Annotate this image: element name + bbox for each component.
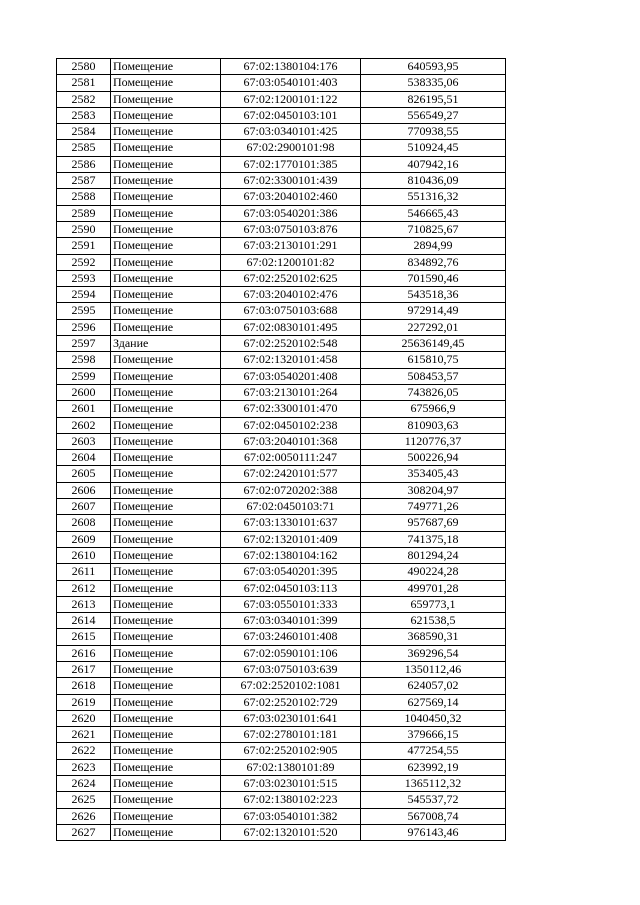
cadastral-value-cell: 369296,54 — [361, 645, 506, 661]
cadastral-value-cell: 701590,46 — [361, 270, 506, 286]
cadastral-value-cell: 500226,94 — [361, 450, 506, 466]
table-row — [57, 107, 506, 123]
cadastral-number-cell: 67:02:1200101:82 — [221, 254, 361, 270]
cadastral-number-cell: 67:03:0340101:425 — [221, 124, 361, 140]
row-number-cell: 2587 — [57, 173, 111, 189]
table-row — [57, 173, 506, 189]
table-row — [57, 140, 506, 156]
cadastral-value-cell: 615810,75 — [361, 352, 506, 368]
table-row — [57, 596, 506, 612]
table-row — [57, 303, 506, 319]
cadastral-value-cell: 2894,99 — [361, 238, 506, 254]
cadastral-number-cell: 67:03:1330101:637 — [221, 515, 361, 531]
object-type-cell: Помещение — [111, 75, 221, 91]
row-number-cell: 2583 — [57, 107, 111, 123]
cadastral-value-cell: 810436,09 — [361, 173, 506, 189]
table-row — [57, 661, 506, 677]
row-number-cell: 2582 — [57, 91, 111, 107]
cadastral-number-cell: 67:02:1320101:520 — [221, 824, 361, 840]
cadastral-value-cell: 1120776,37 — [361, 433, 506, 449]
cadastral-value-cell: 801294,24 — [361, 547, 506, 563]
table-row — [57, 319, 506, 335]
table-row — [57, 75, 506, 91]
cadastral-value-cell: 543518,36 — [361, 287, 506, 303]
object-type-cell: Помещение — [111, 319, 221, 335]
cadastral-number-cell: 67:02:2420101:577 — [221, 466, 361, 482]
object-type-cell: Помещение — [111, 221, 221, 237]
table-row — [57, 336, 506, 352]
cadastral-value-cell: 368590,31 — [361, 629, 506, 645]
cadastral-number-cell: 67:02:2900101:98 — [221, 140, 361, 156]
table-row — [57, 124, 506, 140]
cadastral-value-cell: 810903,63 — [361, 417, 506, 433]
cadastral-number-cell: 67:02:0450103:113 — [221, 580, 361, 596]
row-number-cell: 2597 — [57, 336, 111, 352]
cadastral-value-cell: 640593,95 — [361, 59, 506, 75]
object-type-cell: Помещение — [111, 401, 221, 417]
cadastral-value-table — [56, 58, 506, 841]
table-row — [57, 368, 506, 384]
table-row — [57, 433, 506, 449]
cadastral-value-cell: 976143,46 — [361, 824, 506, 840]
cadastral-number-cell: 67:02:1380101:89 — [221, 759, 361, 775]
object-type-cell: Помещение — [111, 499, 221, 515]
cadastral-number-cell: 67:02:3300101:470 — [221, 401, 361, 417]
row-number-cell: 2591 — [57, 238, 111, 254]
row-number-cell: 2610 — [57, 547, 111, 563]
row-number-cell: 2600 — [57, 384, 111, 400]
object-type-cell: Помещение — [111, 515, 221, 531]
cadastral-value-cell: 621538,5 — [361, 613, 506, 629]
table-row — [57, 238, 506, 254]
table-row — [57, 580, 506, 596]
row-number-cell: 2626 — [57, 808, 111, 824]
cadastral-value-cell: 957687,69 — [361, 515, 506, 531]
cadastral-value-cell: 407942,16 — [361, 156, 506, 172]
table-row — [57, 270, 506, 286]
object-type-cell: Помещение — [111, 270, 221, 286]
table-row — [57, 808, 506, 824]
row-number-cell: 2593 — [57, 270, 111, 286]
cadastral-value-cell: 741375,18 — [361, 531, 506, 547]
row-number-cell: 2611 — [57, 564, 111, 580]
cadastral-number-cell: 67:03:2040102:476 — [221, 287, 361, 303]
object-type-cell: Помещение — [111, 384, 221, 400]
cadastral-number-cell: 67:03:0540101:382 — [221, 808, 361, 824]
cadastral-value-cell: 308204,97 — [361, 482, 506, 498]
object-type-cell: Помещение — [111, 564, 221, 580]
cadastral-number-cell: 67:02:0450103:71 — [221, 499, 361, 515]
cadastral-number-cell: 67:03:2130101:291 — [221, 238, 361, 254]
row-number-cell: 2620 — [57, 710, 111, 726]
table-row — [57, 417, 506, 433]
table-row — [57, 694, 506, 710]
row-number-cell: 2622 — [57, 743, 111, 759]
cadastral-number-cell: 67:03:2130101:264 — [221, 384, 361, 400]
row-number-cell: 2584 — [57, 124, 111, 140]
row-number-cell: 2604 — [57, 450, 111, 466]
cadastral-number-cell: 67:03:0750103:688 — [221, 303, 361, 319]
cadastral-number-cell: 67:02:0830101:495 — [221, 319, 361, 335]
object-type-cell: Помещение — [111, 417, 221, 433]
row-number-cell: 2617 — [57, 661, 111, 677]
table-row — [57, 564, 506, 580]
row-number-cell: 2580 — [57, 59, 111, 75]
cadastral-value-cell: 627569,14 — [361, 694, 506, 710]
row-number-cell: 2621 — [57, 727, 111, 743]
cadastral-number-cell: 67:03:0550101:333 — [221, 596, 361, 612]
table-row — [57, 254, 506, 270]
table-body — [57, 59, 506, 841]
object-type-cell: Помещение — [111, 303, 221, 319]
cadastral-number-cell: 67:02:2520102:729 — [221, 694, 361, 710]
cadastral-value-cell: 25636149,45 — [361, 336, 506, 352]
object-type-cell: Помещение — [111, 629, 221, 645]
cadastral-value-cell: 1350112,46 — [361, 661, 506, 677]
object-type-cell: Помещение — [111, 792, 221, 808]
object-type-cell: Помещение — [111, 238, 221, 254]
cadastral-number-cell: 67:03:0540201:408 — [221, 368, 361, 384]
row-number-cell: 2613 — [57, 596, 111, 612]
cadastral-value-cell: 546665,43 — [361, 205, 506, 221]
cadastral-number-cell: 67:03:2040101:368 — [221, 433, 361, 449]
table-row — [57, 678, 506, 694]
cadastral-value-cell: 551316,32 — [361, 189, 506, 205]
cadastral-value-cell: 556549,27 — [361, 107, 506, 123]
cadastral-number-cell: 67:02:0050111:247 — [221, 450, 361, 466]
cadastral-value-cell: 538335,06 — [361, 75, 506, 91]
object-type-cell: Помещение — [111, 710, 221, 726]
table-row — [57, 205, 506, 221]
object-type-cell: Помещение — [111, 189, 221, 205]
row-number-cell: 2625 — [57, 792, 111, 808]
cadastral-value-cell: 743826,05 — [361, 384, 506, 400]
cadastral-value-cell: 659773,1 — [361, 596, 506, 612]
row-number-cell: 2585 — [57, 140, 111, 156]
cadastral-value-cell: 1040450,32 — [361, 710, 506, 726]
row-number-cell: 2596 — [57, 319, 111, 335]
cadastral-number-cell: 67:02:1320101:409 — [221, 531, 361, 547]
cadastral-value-cell: 1365112,32 — [361, 776, 506, 792]
table-row — [57, 384, 506, 400]
table-row — [57, 710, 506, 726]
table-row — [57, 91, 506, 107]
object-type-cell: Помещение — [111, 727, 221, 743]
row-number-cell: 2590 — [57, 221, 111, 237]
cadastral-number-cell: 67:02:1200101:122 — [221, 91, 361, 107]
cadastral-number-cell: 67:02:2520102:1081 — [221, 678, 361, 694]
table-row — [57, 743, 506, 759]
row-number-cell: 2606 — [57, 482, 111, 498]
row-number-cell: 2615 — [57, 629, 111, 645]
cadastral-number-cell: 67:02:2520102:625 — [221, 270, 361, 286]
object-type-cell: Помещение — [111, 450, 221, 466]
cadastral-number-cell: 67:03:0750103:639 — [221, 661, 361, 677]
cadastral-number-cell: 67:03:0230101:641 — [221, 710, 361, 726]
table-row — [57, 531, 506, 547]
cadastral-value-cell: 353405,43 — [361, 466, 506, 482]
object-type-cell: Помещение — [111, 759, 221, 775]
table-row — [57, 776, 506, 792]
object-type-cell: Помещение — [111, 613, 221, 629]
table-row — [57, 466, 506, 482]
object-type-cell: Помещение — [111, 482, 221, 498]
row-number-cell: 2599 — [57, 368, 111, 384]
table-row — [57, 645, 506, 661]
object-type-cell: Помещение — [111, 661, 221, 677]
cadastral-value-cell: 567008,74 — [361, 808, 506, 824]
row-number-cell: 2616 — [57, 645, 111, 661]
cadastral-value-cell: 624057,02 — [361, 678, 506, 694]
row-number-cell: 2595 — [57, 303, 111, 319]
cadastral-value-cell: 710825,67 — [361, 221, 506, 237]
cadastral-value-cell: 227292,01 — [361, 319, 506, 335]
cadastral-number-cell: 67:03:0750103:876 — [221, 221, 361, 237]
table-row — [57, 450, 506, 466]
cadastral-number-cell: 67:02:1380104:176 — [221, 59, 361, 75]
table-row — [57, 352, 506, 368]
cadastral-number-cell: 67:02:1320101:458 — [221, 352, 361, 368]
cadastral-value-cell: 477254,55 — [361, 743, 506, 759]
object-type-cell: Здание — [111, 336, 221, 352]
cadastral-number-cell: 67:02:3300101:439 — [221, 173, 361, 189]
cadastral-value-cell: 379666,15 — [361, 727, 506, 743]
cadastral-number-cell: 67:02:2520102:548 — [221, 336, 361, 352]
row-number-cell: 2627 — [57, 824, 111, 840]
cadastral-value-cell: 623992,19 — [361, 759, 506, 775]
object-type-cell: Помещение — [111, 156, 221, 172]
cadastral-value-cell: 675966,9 — [361, 401, 506, 417]
table-row — [57, 792, 506, 808]
table-row — [57, 59, 506, 75]
table-row — [57, 613, 506, 629]
table-row — [57, 482, 506, 498]
row-number-cell: 2608 — [57, 515, 111, 531]
object-type-cell: Помещение — [111, 173, 221, 189]
table-row — [57, 499, 506, 515]
cadastral-value-cell: 490224,28 — [361, 564, 506, 580]
cadastral-value-cell: 510924,45 — [361, 140, 506, 156]
cadastral-number-cell: 67:02:1380104:162 — [221, 547, 361, 563]
object-type-cell: Помещение — [111, 531, 221, 547]
row-number-cell: 2588 — [57, 189, 111, 205]
row-number-cell: 2602 — [57, 417, 111, 433]
object-type-cell: Помещение — [111, 205, 221, 221]
object-type-cell: Помещение — [111, 743, 221, 759]
row-number-cell: 2624 — [57, 776, 111, 792]
cadastral-number-cell: 67:03:2040102:460 — [221, 189, 361, 205]
row-number-cell: 2603 — [57, 433, 111, 449]
row-number-cell: 2592 — [57, 254, 111, 270]
cadastral-value-cell: 834892,76 — [361, 254, 506, 270]
cadastral-number-cell: 67:03:2460101:408 — [221, 629, 361, 645]
object-type-cell: Помещение — [111, 352, 221, 368]
object-type-cell: Помещение — [111, 678, 221, 694]
cadastral-value-cell: 826195,51 — [361, 91, 506, 107]
cadastral-value-cell: 749771,26 — [361, 499, 506, 515]
cadastral-number-cell: 67:02:1380102:223 — [221, 792, 361, 808]
cadastral-number-cell: 67:02:1770101:385 — [221, 156, 361, 172]
table-row — [57, 515, 506, 531]
object-type-cell: Помещение — [111, 287, 221, 303]
cadastral-number-cell: 67:03:0340101:399 — [221, 613, 361, 629]
cadastral-number-cell: 67:03:0540201:386 — [221, 205, 361, 221]
row-number-cell: 2619 — [57, 694, 111, 710]
object-type-cell: Помещение — [111, 91, 221, 107]
row-number-cell: 2601 — [57, 401, 111, 417]
cadastral-value-cell: 972914,49 — [361, 303, 506, 319]
table-row — [57, 287, 506, 303]
table-row — [57, 156, 506, 172]
table-row — [57, 189, 506, 205]
table-row — [57, 401, 506, 417]
row-number-cell: 2594 — [57, 287, 111, 303]
object-type-cell: Помещение — [111, 107, 221, 123]
object-type-cell: Помещение — [111, 59, 221, 75]
object-type-cell: Помещение — [111, 140, 221, 156]
row-number-cell: 2607 — [57, 499, 111, 515]
cadastral-value-cell: 499701,28 — [361, 580, 506, 596]
table-row — [57, 221, 506, 237]
object-type-cell: Помещение — [111, 466, 221, 482]
object-type-cell: Помещение — [111, 694, 221, 710]
object-type-cell: Помещение — [111, 776, 221, 792]
object-type-cell: Помещение — [111, 645, 221, 661]
row-number-cell: 2605 — [57, 466, 111, 482]
row-number-cell: 2586 — [57, 156, 111, 172]
cadastral-value-cell: 508453,57 — [361, 368, 506, 384]
row-number-cell: 2618 — [57, 678, 111, 694]
object-type-cell: Помещение — [111, 433, 221, 449]
row-number-cell: 2598 — [57, 352, 111, 368]
row-number-cell: 2581 — [57, 75, 111, 91]
table-row — [57, 629, 506, 645]
cadastral-number-cell: 67:02:0450102:238 — [221, 417, 361, 433]
row-number-cell: 2612 — [57, 580, 111, 596]
row-number-cell: 2609 — [57, 531, 111, 547]
object-type-cell: Помещение — [111, 596, 221, 612]
cadastral-number-cell: 67:02:0590101:106 — [221, 645, 361, 661]
row-number-cell: 2614 — [57, 613, 111, 629]
object-type-cell: Помещение — [111, 580, 221, 596]
table-row — [57, 547, 506, 563]
object-type-cell: Помещение — [111, 124, 221, 140]
cadastral-number-cell: 67:03:0540101:403 — [221, 75, 361, 91]
object-type-cell: Помещение — [111, 254, 221, 270]
object-type-cell: Помещение — [111, 808, 221, 824]
object-type-cell: Помещение — [111, 368, 221, 384]
cadastral-number-cell: 67:03:0540201:395 — [221, 564, 361, 580]
table-row — [57, 759, 506, 775]
table-row — [57, 824, 506, 840]
object-type-cell: Помещение — [111, 824, 221, 840]
row-number-cell: 2589 — [57, 205, 111, 221]
object-type-cell: Помещение — [111, 547, 221, 563]
cadastral-number-cell: 67:02:2520102:905 — [221, 743, 361, 759]
table-row — [57, 727, 506, 743]
cadastral-value-cell: 770938,55 — [361, 124, 506, 140]
cadastral-number-cell: 67:02:0720202:388 — [221, 482, 361, 498]
cadastral-value-cell: 545537,72 — [361, 792, 506, 808]
cadastral-number-cell: 67:02:0450103:101 — [221, 107, 361, 123]
cadastral-number-cell: 67:02:2780101:181 — [221, 727, 361, 743]
cadastral-number-cell: 67:03:0230101:515 — [221, 776, 361, 792]
row-number-cell: 2623 — [57, 759, 111, 775]
